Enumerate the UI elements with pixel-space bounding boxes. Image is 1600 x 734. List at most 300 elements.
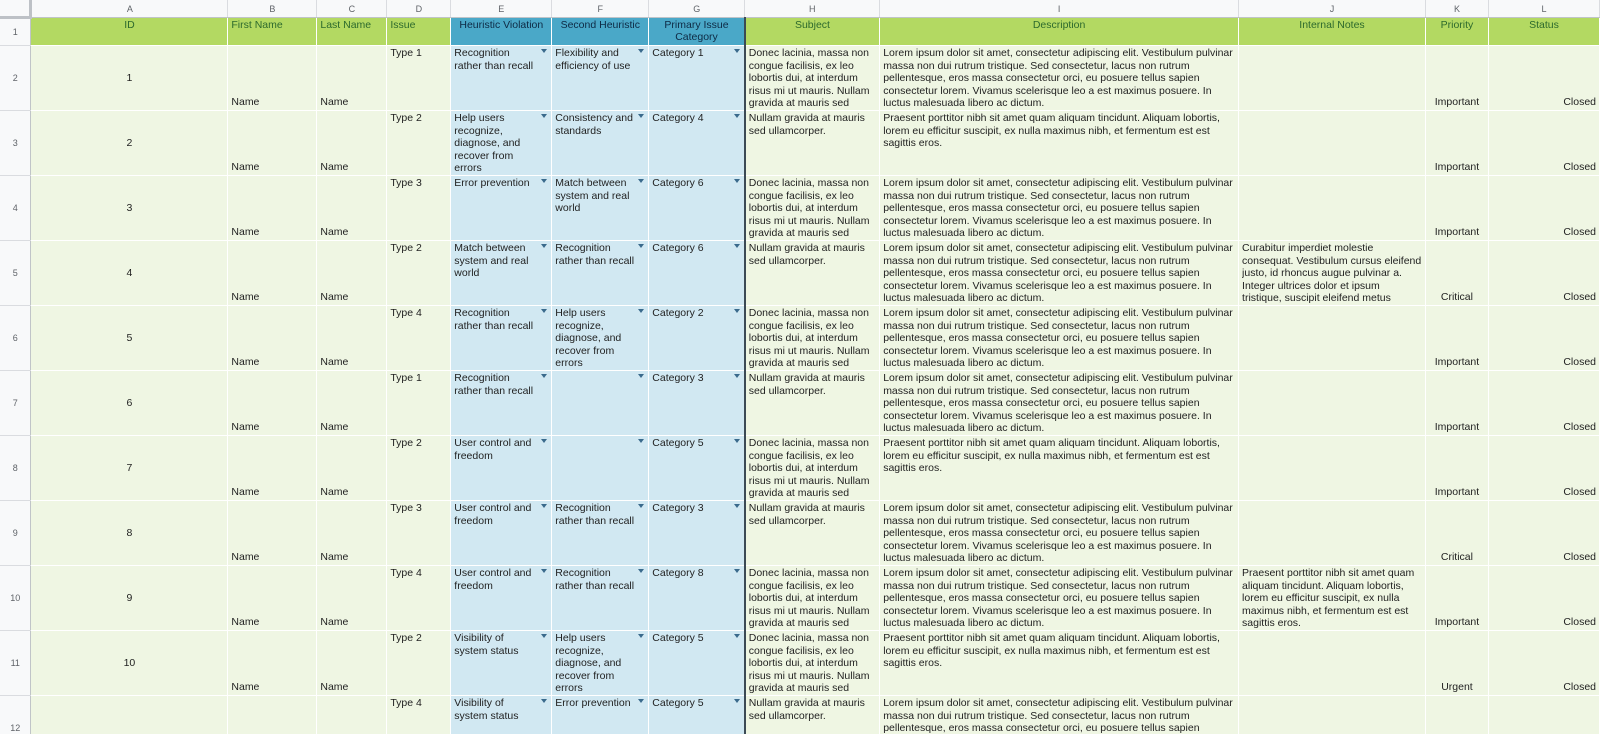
subject-cell[interactable] xyxy=(745,111,880,176)
subject-cell[interactable] xyxy=(745,566,880,631)
description-cell[interactable] xyxy=(880,111,1239,176)
internal-notes-cell[interactable] xyxy=(1239,631,1426,696)
cell-text: Praesent porttitor nibh sit amet quam aliquam tincidunt. Aliquam lobortis, lorem eu efficitur suscipit, ex nulla maximus nibh, et fermentum est est sagittis eros. xyxy=(1242,567,1415,629)
column-letter-h[interactable]: H xyxy=(745,0,880,18)
row-number[interactable]: 4 xyxy=(0,176,31,241)
internal-notes-cell[interactable] xyxy=(1239,436,1426,501)
cell-text: Donec lacinia, massa non congue facilisis, ex leo lobortis dui, at interdum risus mi ut mauris. Nullam gravida at mauris sed xyxy=(748,177,870,239)
cell-text: Type 2 xyxy=(390,437,422,449)
cell-text: Lorem ipsum dolor sit amet, consectetur adipiscing elit. Vestibulum pulvinar massa non dui rutrum tristique. Sed consectetur, lacus non rutrum pellentesque, eros massa consectetur orci, eu posuere tellus sapien consectetur lorem. Vivamus scelerisque leo a est maximus posuere. In luctus malesuada libero ac dictum. xyxy=(883,372,1233,434)
cell-text: User control and freedom xyxy=(454,437,532,462)
cell-text: Lorem ipsum dolor sit amet, consectetur adipiscing elit. Vestibulum pulvinar massa non dui rutrum tristique. Sed consectetur, lacus non rutrum pellentesque, eros massa consectetur orci, eu posuere tellus sapien consectetur lorem. Vivamus scelerisque leo a est maximus posuere. In luctus malesuada libero ac dictum. xyxy=(883,567,1233,629)
status-cell[interactable] xyxy=(1488,176,1599,241)
row-number[interactable]: 5 xyxy=(0,241,31,306)
priority-cell[interactable] xyxy=(1425,46,1488,111)
priority-cell[interactable] xyxy=(1425,111,1488,176)
cell-text: Name xyxy=(320,96,349,109)
status-cell[interactable] xyxy=(1488,631,1599,696)
header-row xyxy=(0,18,1600,46)
description-cell[interactable] xyxy=(880,436,1239,501)
subject-cell[interactable] xyxy=(745,46,880,111)
description-cell[interactable] xyxy=(880,696,1239,734)
column-letter-g[interactable]: G xyxy=(649,0,745,18)
cell-text: Name xyxy=(320,421,349,434)
table-row xyxy=(0,436,1600,501)
last-name-cell[interactable] xyxy=(317,436,387,501)
header-last-name[interactable]: Last Name xyxy=(317,18,387,46)
id-cell[interactable] xyxy=(31,46,228,111)
status-cell[interactable] xyxy=(1488,566,1599,631)
column-letter-c[interactable]: C xyxy=(317,0,387,18)
internal-notes-cell[interactable] xyxy=(1239,176,1426,241)
second-heuristic-dropdown-cell[interactable] xyxy=(552,176,649,241)
table-row xyxy=(0,696,1600,734)
issue-cell[interactable] xyxy=(387,306,451,371)
cell-text: Curabitur imperdiet molestie consequat. Vestibulum cursus eleifend justo, id rhoncus augue pulvinar a. Integer ultrices dolor et ipsum tristique, suscipit eleifend metus xyxy=(1242,242,1422,304)
internal-notes-cell[interactable] xyxy=(1239,501,1426,566)
category-dropdown-cell[interactable] xyxy=(649,241,745,306)
dropdown-arrow-icon[interactable] xyxy=(734,634,740,638)
row-number[interactable]: 6 xyxy=(0,306,31,371)
cell-text: Closed xyxy=(1563,356,1596,369)
status-cell[interactable] xyxy=(1488,371,1599,436)
first-name-cell[interactable] xyxy=(228,631,317,696)
heuristic-dropdown-cell[interactable] xyxy=(451,501,552,566)
dropdown-arrow-icon[interactable] xyxy=(638,309,644,313)
cell-text: Nullam gravida at mauris sed ullamcorper. xyxy=(748,242,865,267)
internal-notes-cell[interactable] xyxy=(1239,306,1426,371)
status-cell[interactable] xyxy=(1488,111,1599,176)
issue-cell[interactable] xyxy=(387,111,451,176)
status-cell[interactable] xyxy=(1488,436,1599,501)
row-number[interactable]: 10 xyxy=(0,566,31,631)
cell-text: User control and freedom xyxy=(454,567,532,592)
priority-cell[interactable] xyxy=(1425,631,1488,696)
category-dropdown-cell[interactable] xyxy=(649,176,745,241)
header-status[interactable]: Status xyxy=(1488,18,1599,46)
category-dropdown-cell[interactable] xyxy=(649,111,745,176)
second-heuristic-dropdown-cell[interactable] xyxy=(552,241,649,306)
cell-text: Category 5 xyxy=(652,697,704,709)
table-row xyxy=(0,241,1600,306)
id-cell[interactable] xyxy=(31,371,228,436)
column-letter-d[interactable]: D xyxy=(387,0,451,18)
first-name-cell[interactable] xyxy=(228,371,317,436)
cell-text: 2 xyxy=(126,136,133,149)
first-name-cell[interactable] xyxy=(228,436,317,501)
table-row xyxy=(0,306,1600,371)
row-number[interactable]: 11 xyxy=(0,631,31,696)
subject-cell[interactable] xyxy=(745,371,880,436)
dropdown-arrow-icon[interactable] xyxy=(734,114,740,118)
subject-cell[interactable] xyxy=(745,696,880,734)
dropdown-arrow-icon[interactable] xyxy=(638,374,644,378)
cell-text: Lorem ipsum dolor sit amet, consectetur adipiscing elit. Vestibulum pulvinar massa non dui rutrum tristique. Sed consectetur, lacus non rutrum pellentesque, eros massa consectetur orci, eu posuere tellus sapien xyxy=(883,697,1233,734)
cell-text: Type 4 xyxy=(390,697,422,709)
table-row xyxy=(0,371,1600,436)
second-heuristic-dropdown-cell[interactable] xyxy=(552,501,649,566)
cell-text: Type 1 xyxy=(390,47,422,59)
status-cell[interactable] xyxy=(1488,46,1599,111)
internal-notes-cell[interactable] xyxy=(1239,371,1426,436)
second-heuristic-dropdown-cell[interactable] xyxy=(552,436,649,501)
cell-text: Type 2 xyxy=(390,242,422,254)
last-name-cell[interactable] xyxy=(317,696,387,734)
id-cell[interactable] xyxy=(31,111,228,176)
category-dropdown-cell[interactable] xyxy=(649,631,745,696)
cell-text: Consistency and standards xyxy=(555,112,633,137)
second-heuristic-dropdown-cell[interactable] xyxy=(552,111,649,176)
cell-text: Name xyxy=(320,616,349,629)
cell-text: Name xyxy=(320,356,349,369)
description-cell[interactable] xyxy=(880,46,1239,111)
dropdown-arrow-icon[interactable] xyxy=(638,634,644,638)
category-dropdown-cell[interactable] xyxy=(649,46,745,111)
row-number[interactable]: 12 xyxy=(0,696,31,734)
first-name-cell[interactable] xyxy=(228,46,317,111)
cell-text: Nullam gravida at mauris sed ullamcorper. xyxy=(748,112,865,137)
heuristic-dropdown-cell[interactable] xyxy=(451,566,552,631)
subject-cell[interactable] xyxy=(745,241,880,306)
heuristic-dropdown-cell[interactable] xyxy=(451,436,552,501)
description-cell[interactable] xyxy=(880,631,1239,696)
row-number[interactable]: 8 xyxy=(0,436,31,501)
dropdown-arrow-icon[interactable] xyxy=(541,634,547,638)
cell-text: Name xyxy=(320,161,349,174)
cell-text: Lorem ipsum dolor sit amet, consectetur adipiscing elit. Vestibulum pulvinar massa non dui rutrum tristique. Sed consectetur, lacus non rutrum pellentesque, eros massa consectetur orci, eu posuere tellus sapien consectetur lorem. Vivamus scelerisque leo a est maximus posuere. In luctus malesuada libero ac dictum. xyxy=(883,307,1233,369)
cell-text: Recognition rather than recall xyxy=(555,502,635,527)
cell-text: Important xyxy=(1434,421,1480,434)
dropdown-arrow-icon[interactable] xyxy=(734,504,740,508)
column-letter-k[interactable]: K xyxy=(1425,0,1488,18)
dropdown-arrow-icon[interactable] xyxy=(734,699,740,703)
priority-cell[interactable] xyxy=(1425,241,1488,306)
column-letter-j[interactable]: J xyxy=(1239,0,1426,18)
header-issue[interactable]: Issue xyxy=(387,18,451,46)
status-cell[interactable] xyxy=(1488,241,1599,306)
issue-cell[interactable] xyxy=(387,371,451,436)
dropdown-arrow-icon[interactable] xyxy=(734,309,740,313)
priority-cell[interactable] xyxy=(1425,696,1488,734)
last-name-cell[interactable] xyxy=(317,566,387,631)
cell-text: Type 2 xyxy=(390,112,422,124)
cell-text: Type 3 xyxy=(390,177,422,189)
cell-text: Closed xyxy=(1563,226,1596,239)
subject-cell[interactable] xyxy=(745,436,880,501)
category-dropdown-cell[interactable] xyxy=(649,566,745,631)
cell-text: Category 3 xyxy=(652,502,704,514)
table-row xyxy=(0,176,1600,241)
dropdown-arrow-icon[interactable] xyxy=(638,504,644,508)
dropdown-arrow-icon[interactable] xyxy=(638,244,644,248)
cell-text: Closed xyxy=(1563,161,1596,174)
second-heuristic-dropdown-cell[interactable] xyxy=(552,46,649,111)
header-id[interactable]: ID xyxy=(31,18,228,46)
cell-text: Critical xyxy=(1440,551,1473,564)
cell-text: Praesent porttitor nibh sit amet quam aliquam tincidunt. Aliquam lobortis, lorem eu efficitur suscipit, ex nulla maximus nibh, et fermentum est est sagittis eros. xyxy=(883,437,1220,475)
row-number[interactable]: 3 xyxy=(0,111,31,176)
cell-text: Name xyxy=(231,551,260,564)
status-cell[interactable] xyxy=(1488,306,1599,371)
second-heuristic-dropdown-cell[interactable] xyxy=(552,696,649,734)
category-dropdown-cell[interactable] xyxy=(649,436,745,501)
dropdown-arrow-icon[interactable] xyxy=(734,374,740,378)
cell-text: Name xyxy=(231,616,260,629)
dropdown-arrow-icon[interactable] xyxy=(638,114,644,118)
issue-cell[interactable] xyxy=(387,241,451,306)
dropdown-arrow-icon[interactable] xyxy=(638,699,644,703)
column-letters-row xyxy=(0,0,1600,18)
status-cell[interactable] xyxy=(1488,501,1599,566)
second-heuristic-dropdown-cell[interactable] xyxy=(552,306,649,371)
dropdown-arrow-icon[interactable] xyxy=(541,114,547,118)
last-name-cell[interactable] xyxy=(317,306,387,371)
dropdown-arrow-icon[interactable] xyxy=(638,569,644,573)
cell-text: Type 3 xyxy=(390,502,422,514)
first-name-cell[interactable] xyxy=(228,176,317,241)
priority-cell[interactable] xyxy=(1425,501,1488,566)
header-priority[interactable]: Priority xyxy=(1425,18,1488,46)
dropdown-arrow-icon[interactable] xyxy=(541,179,547,183)
column-letter-l[interactable]: L xyxy=(1488,0,1599,18)
cell-text: Donec lacinia, massa non congue facilisis, ex leo lobortis dui, at interdum risus mi ut mauris. Nullam gravida at mauris sed xyxy=(748,437,870,499)
cell-text: Name xyxy=(320,551,349,564)
internal-notes-cell[interactable] xyxy=(1239,241,1426,306)
cell-text: Type 2 xyxy=(390,632,422,644)
last-name-cell[interactable] xyxy=(317,176,387,241)
priority-cell[interactable] xyxy=(1425,436,1488,501)
description-cell[interactable] xyxy=(880,176,1239,241)
header-first-name[interactable]: First Name xyxy=(228,18,317,46)
cell-text: Error prevention xyxy=(555,697,631,709)
cell-text: 1 xyxy=(126,71,133,84)
cell-text: Name xyxy=(231,291,260,304)
last-name-cell[interactable] xyxy=(317,111,387,176)
dropdown-arrow-icon[interactable] xyxy=(734,49,740,53)
issue-cell[interactable] xyxy=(387,501,451,566)
row-number[interactable]: 2 xyxy=(0,46,31,111)
cell-text: Praesent porttitor nibh sit amet quam aliquam tincidunt. Aliquam lobortis, lorem eu efficitur suscipit, ex nulla maximus nibh, et fermentum est est sagittis eros. xyxy=(883,632,1220,670)
row-number[interactable]: 7 xyxy=(0,371,31,436)
dropdown-arrow-icon[interactable] xyxy=(541,374,547,378)
last-name-cell[interactable] xyxy=(317,241,387,306)
issue-cell[interactable] xyxy=(387,436,451,501)
cell-text: 10 xyxy=(123,656,136,669)
header-primary-issue-category[interactable]: Primary Issue Category xyxy=(649,18,745,46)
cell-text: Flexibility and efficiency of use xyxy=(555,47,631,72)
column-letter-i[interactable]: I xyxy=(880,0,1239,18)
id-cell[interactable] xyxy=(31,631,228,696)
dropdown-arrow-icon[interactable] xyxy=(734,179,740,183)
cell-text: Lorem ipsum dolor sit amet, consectetur adipiscing elit. Vestibulum pulvinar massa non dui rutrum tristique. Sed consectetur, lacus non rutrum pellentesque, eros massa consectetur orci, eu posuere tellus sapien consectetur lorem. Vivamus scelerisque leo a est maximus posuere. In luctus malesuada libero ac dictum. xyxy=(883,242,1233,304)
cell-text: Name xyxy=(231,681,260,694)
issue-cell[interactable] xyxy=(387,176,451,241)
dropdown-arrow-icon[interactable] xyxy=(734,244,740,248)
priority-cell[interactable] xyxy=(1425,566,1488,631)
first-name-cell[interactable] xyxy=(228,111,317,176)
cell-text: 4 xyxy=(126,266,133,279)
cell-text: Donec lacinia, massa non congue facilisis, ex leo lobortis dui, at interdum risus mi ut mauris. Nullam gravida at mauris sed xyxy=(748,567,870,629)
cell-text: Name xyxy=(231,486,260,499)
description-cell[interactable] xyxy=(880,501,1239,566)
internal-notes-cell[interactable] xyxy=(1239,111,1426,176)
cell-text: Lorem ipsum dolor sit amet, consectetur adipiscing elit. Vestibulum pulvinar massa non dui rutrum tristique. Sed consectetur, lacus non rutrum pellentesque, eros massa consectetur orci, eu posuere tellus sapien consectetur lorem. Vivamus scelerisque leo a est maximus posuere. In luctus malesuada libero ac dictum. xyxy=(883,502,1233,564)
cell-text: 3 xyxy=(126,201,133,214)
dropdown-arrow-icon[interactable] xyxy=(541,504,547,508)
description-cell[interactable] xyxy=(880,371,1239,436)
second-heuristic-dropdown-cell[interactable] xyxy=(552,631,649,696)
dropdown-arrow-icon[interactable] xyxy=(638,49,644,53)
column-letter-a[interactable]: A xyxy=(31,0,228,18)
cell-text: User control and freedom xyxy=(454,502,532,527)
id-cell[interactable] xyxy=(31,306,228,371)
header-heuristic-violation[interactable]: Heuristic Violation xyxy=(451,18,552,46)
first-name-cell[interactable] xyxy=(228,306,317,371)
column-letter-e[interactable]: E xyxy=(451,0,552,18)
priority-cell[interactable] xyxy=(1425,176,1488,241)
cell-text: Name xyxy=(231,161,260,174)
cell-text: Help users recognize, diagnose, and recover from errors xyxy=(454,112,521,174)
category-dropdown-cell[interactable] xyxy=(649,306,745,371)
heuristic-dropdown-cell[interactable] xyxy=(451,306,552,371)
issue-cell[interactable] xyxy=(387,46,451,111)
cell-text: Donec lacinia, massa non congue facilisis, ex leo lobortis dui, at interdum risus mi ut mauris. Nullam gravida at mauris sed xyxy=(748,632,870,694)
cell-text: Name xyxy=(231,421,260,434)
cell-text: Type 4 xyxy=(390,307,422,319)
cell-text: Closed xyxy=(1563,616,1596,629)
issue-cell[interactable] xyxy=(387,631,451,696)
header-internal-notes[interactable]: Internal Notes xyxy=(1239,18,1426,46)
cell-text: Recognition rather than recall xyxy=(555,567,635,592)
dropdown-arrow-icon[interactable] xyxy=(541,244,547,248)
column-letter-b[interactable]: B xyxy=(228,0,317,18)
cell-text: Category 5 xyxy=(652,632,704,644)
cell-text: Important xyxy=(1434,356,1480,369)
priority-cell[interactable] xyxy=(1425,306,1488,371)
category-dropdown-cell[interactable] xyxy=(649,371,745,436)
table-row xyxy=(0,566,1600,631)
issue-cell[interactable] xyxy=(387,696,451,734)
priority-cell[interactable] xyxy=(1425,371,1488,436)
cell-text: Category 3 xyxy=(652,372,704,384)
status-cell[interactable] xyxy=(1488,696,1599,734)
cell-text: Name xyxy=(320,486,349,499)
cell-text: Closed xyxy=(1563,551,1596,564)
issue-cell[interactable] xyxy=(387,566,451,631)
last-name-cell[interactable] xyxy=(317,46,387,111)
subject-cell[interactable] xyxy=(745,631,880,696)
heuristic-dropdown-cell[interactable] xyxy=(451,631,552,696)
heuristic-dropdown-cell[interactable] xyxy=(451,111,552,176)
cell-text: Help users recognize, diagnose, and recover from errors xyxy=(555,632,622,694)
cell-text: Type 4 xyxy=(390,567,422,579)
heuristic-dropdown-cell[interactable] xyxy=(451,241,552,306)
cell-text: Closed xyxy=(1563,96,1596,109)
cell-text: 5 xyxy=(126,331,133,344)
select-all-corner[interactable] xyxy=(0,0,31,18)
cell-text: Name xyxy=(231,96,260,109)
dropdown-arrow-icon[interactable] xyxy=(734,569,740,573)
cell-text: 8 xyxy=(126,526,133,539)
row-number[interactable]: 9 xyxy=(0,501,31,566)
id-cell[interactable] xyxy=(31,566,228,631)
cell-text: Donec lacinia, massa non congue facilisis, ex leo lobortis dui, at interdum risus mi ut mauris. Nullam gravida at mauris sed xyxy=(748,47,870,109)
category-dropdown-cell[interactable] xyxy=(649,501,745,566)
heuristic-dropdown-cell[interactable] xyxy=(451,46,552,111)
cell-text: Important xyxy=(1434,486,1480,499)
first-name-cell[interactable] xyxy=(228,241,317,306)
cell-text: Closed xyxy=(1563,291,1596,304)
heuristic-dropdown-cell[interactable] xyxy=(451,176,552,241)
dropdown-arrow-icon[interactable] xyxy=(638,439,644,443)
table-row xyxy=(0,501,1600,566)
subject-cell[interactable] xyxy=(745,176,880,241)
first-name-cell[interactable] xyxy=(228,566,317,631)
dropdown-arrow-icon[interactable] xyxy=(734,439,740,443)
internal-notes-cell[interactable] xyxy=(1239,46,1426,111)
cell-text: Urgent xyxy=(1441,681,1473,694)
cell-text: Type 1 xyxy=(390,372,422,384)
heuristic-dropdown-cell[interactable] xyxy=(451,696,552,734)
cell-text: Praesent porttitor nibh sit amet quam aliquam tincidunt. Aliquam lobortis, lorem eu efficitur suscipit, ex nulla maximus nibh, et fermentum est est sagittis eros. xyxy=(883,112,1220,150)
last-name-cell[interactable] xyxy=(317,631,387,696)
cell-text: Category 2 xyxy=(652,307,704,319)
cell-text: Recognition rather than recall xyxy=(454,47,534,72)
subject-cell[interactable] xyxy=(745,306,880,371)
cell-text: Recognition rather than recall xyxy=(454,307,534,332)
dropdown-arrow-icon[interactable] xyxy=(541,569,547,573)
category-dropdown-cell[interactable] xyxy=(649,696,745,734)
description-cell[interactable] xyxy=(880,241,1239,306)
internal-notes-cell[interactable] xyxy=(1239,566,1426,631)
dropdown-arrow-icon[interactable] xyxy=(541,699,547,703)
id-cell[interactable] xyxy=(31,436,228,501)
first-name-cell[interactable] xyxy=(228,501,317,566)
dropdown-arrow-icon[interactable] xyxy=(541,439,547,443)
last-name-cell[interactable] xyxy=(317,501,387,566)
description-cell[interactable] xyxy=(880,566,1239,631)
subject-cell[interactable] xyxy=(745,501,880,566)
header-second-heuristic[interactable]: Second Heuristic xyxy=(552,18,649,46)
last-name-cell[interactable] xyxy=(317,371,387,436)
dropdown-arrow-icon[interactable] xyxy=(541,49,547,53)
cell-text: Closed xyxy=(1563,681,1596,694)
dropdown-arrow-icon[interactable] xyxy=(638,179,644,183)
cell-text: Name xyxy=(320,226,349,239)
id-cell[interactable] xyxy=(31,501,228,566)
id-cell[interactable] xyxy=(31,696,228,734)
cell-text: Important xyxy=(1434,161,1480,174)
cell-text: Important xyxy=(1434,616,1480,629)
heuristic-dropdown-cell[interactable] xyxy=(451,371,552,436)
row-number[interactable]: 1 xyxy=(0,18,31,46)
description-cell[interactable] xyxy=(880,306,1239,371)
internal-notes-cell[interactable] xyxy=(1239,696,1426,734)
second-heuristic-dropdown-cell[interactable] xyxy=(552,371,649,436)
id-cell[interactable] xyxy=(31,176,228,241)
id-cell[interactable] xyxy=(31,241,228,306)
second-heuristic-dropdown-cell[interactable] xyxy=(552,566,649,631)
cell-text: Name xyxy=(320,681,349,694)
header-subject[interactable]: Subject xyxy=(745,18,880,46)
cell-text: Category 6 xyxy=(652,177,704,189)
cell-text: Error prevention xyxy=(454,177,530,189)
header-description[interactable]: Description xyxy=(880,18,1239,46)
column-letter-f[interactable]: F xyxy=(552,0,649,18)
first-name-cell[interactable] xyxy=(228,696,317,734)
cell-text: Category 6 xyxy=(652,242,704,254)
dropdown-arrow-icon[interactable] xyxy=(541,309,547,313)
